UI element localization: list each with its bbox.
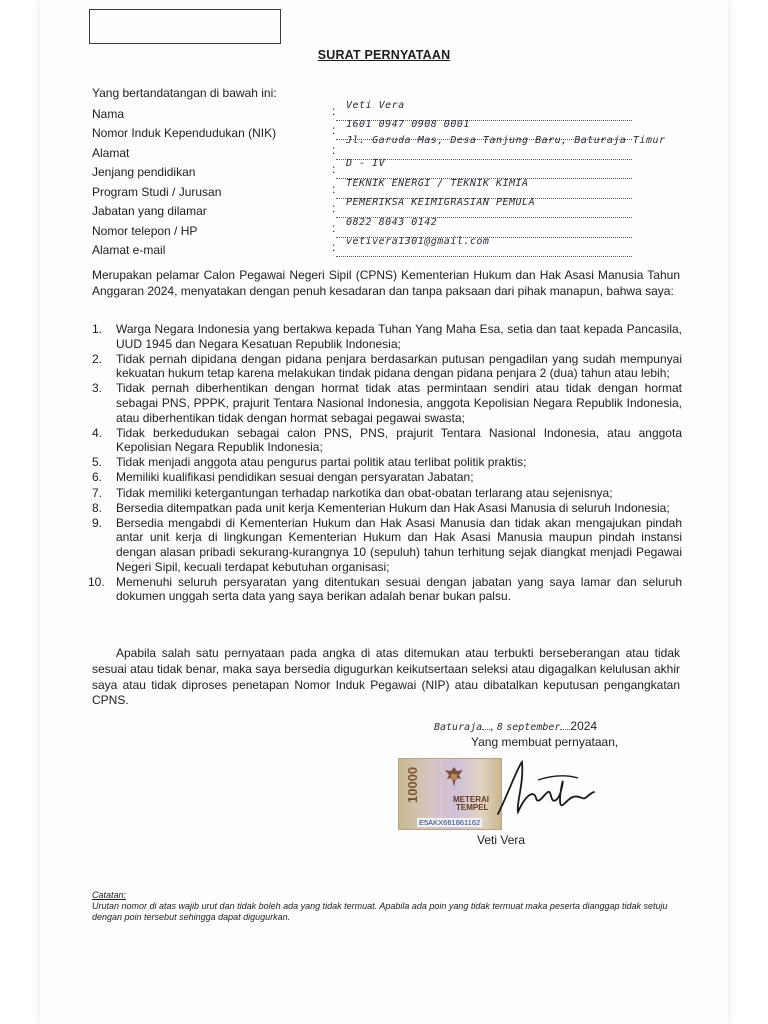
field-program-studi: Program Studi / Jurusan : TEKNIK ENERGI / TEKNIK KIMIA	[92, 182, 632, 201]
stamp-line1: METERAI	[453, 795, 489, 804]
field-value-handwritten: Jl. Garuda Mas, Desa Tanjung Baru, Baturaja Timur	[346, 135, 666, 146]
field-nama: Nama : Veti Vera	[92, 104, 632, 123]
intro-text: Yang bertandatangan di bawah ini:	[92, 86, 277, 100]
closing-paragraph: Apabila salah satu pernyataan pada angka di atas ditemukan atau terbukti berseberangan atau tidak sesuai atau tidak benar, maka saya bersedia digugurkan keikutsertaan seleksi atau digagalkan kelulusan akhir saya atau tidak diproses penetapan Nomor Induk Pegawai (NIP) atau dibatalkan keputusan pengangkatan CPNS.	[92, 646, 680, 708]
field-email: Alamat e-mail : vetivera1301@gmail.com	[92, 240, 632, 259]
list-item: 3. Tidak pernah diberhentikan dengan hormat tidak atas permintaan sendiri atau tidak dengan hormat sebagai PNS, PPPK, prajurit Tentara Nasional Indonesia, anggota Kepolisian Negara Republik Indonesia, atau diberhentikan tidak dengan hormat sebagai pegawai swasta;	[92, 381, 682, 425]
field-value-handwritten: 1601 0947 0908 0001	[346, 119, 470, 130]
list-item: 6. Memiliki kualifikasi pendidikan sesuai dengan persyaratan Jabatan;	[92, 470, 474, 485]
field-jenjang: Jenjang pendidikan : D - IV	[92, 162, 632, 181]
header-blank-box	[89, 9, 281, 44]
field-alamat: Alamat : Jl. Garuda Mas, Desa Tanjung Baru, Baturaja Timur	[92, 135, 666, 160]
list-item: 1. Warga Negara Indonesia yang bertakwa kepada Tuhan Yang Maha Esa, setia dan taat kepada Pancasila, UUD 1945 dan Negara Kesatuan Republik Indonesia;	[92, 322, 682, 351]
field-value-handwritten: vetivera1301@gmail.com	[346, 236, 490, 247]
stamp-code: E5AKX661861162	[419, 818, 481, 827]
field-label: Program Studi / Jurusan	[92, 185, 222, 199]
field-telepon: Nomor telepon / HP : 0822 8043 0142	[92, 221, 632, 240]
maker-label: Yang membuat pernyataan,	[471, 735, 619, 749]
field-label: Nama	[92, 107, 125, 121]
field-label: Nomor telepon / HP	[92, 224, 198, 238]
field-label: Alamat	[92, 146, 130, 160]
field-value-handwritten: D - IV	[346, 158, 386, 169]
statement-paragraph: Merupakan pelamar Calon Pegawai Negeri Sipil (CPNS) Kementerian Hukum dan Hak Asasi Manusia Tahun Anggaran 2024, menyatakan dengan penuh kesadaran dan tanpa paksaan dari pihak manapun, bahwa saya:	[92, 268, 680, 298]
list-item: 9. Bersedia mengabdi di Kementerian Hukum dan Hak Asasi Manusia dan tidak akan mengajukan pindah antar unit kerja di lingkungan Kementerian Hukum dan Hak Asasi Manusia maupun pindah instansi dengan alasan pribadi sekurang-kurangnya 10 (sepuluh) tahun terhitung sejak diangkat menjadi Pegawai Negeri Sipil, kecuali terdapat kebutuhan organisasi;	[92, 515, 682, 574]
signer-name: Veti Vera	[477, 833, 526, 847]
field-value-handwritten: PEMERIKSA KEIMIGRASIAN PEMULA	[346, 197, 536, 208]
stamp-line2: TEMPEL	[456, 803, 489, 812]
date-place: Baturaja	[434, 722, 483, 733]
date-year: 2024	[570, 719, 598, 733]
field-label: Alamat e-mail	[92, 243, 166, 257]
field-nik: Nomor Induk Kependudukan (NIK) : 1601 0947 0908 0001	[92, 123, 632, 142]
footnote-heading: Catatan:	[92, 890, 127, 900]
footnote-text: Urutan nomor di atas wajib urut dan tidak boleh ada yang tidak termuat. Apabila ada poin yang tidak termuat maka peserta dianggap tidak setuju dengan poin tersebut sehingga dapat digugurkan.	[92, 901, 668, 922]
field-jabatan: Jabatan yang dilamar : PEMERIKSA KEIMIGRASIAN PEMULA	[92, 201, 632, 220]
document-title: SURAT PERNYATAAN	[317, 48, 451, 62]
field-label: Nomor Induk Kependudukan (NIK)	[92, 126, 277, 140]
field-label: Jabatan yang dilamar	[92, 204, 207, 218]
footnote	[92, 890, 692, 923]
date-month: september	[506, 722, 561, 733]
list-item: 5. Tidak menjadi anggota atau pengurus partai politik atau terlibat politik praktis;	[92, 455, 527, 470]
stamp-denomination: 10000	[405, 766, 420, 803]
date-day: 8	[496, 722, 503, 733]
field-value-handwritten: Veti Vera	[346, 100, 405, 111]
list-item: 2. Tidak pernah dipidana dengan pidana penjara berdasarkan putusan pengadilan yang sudah mempunyai kekuatan hukum tetap karena melakukan tindak pidana dengan pidana penjara 2 (dua) tahun atau lebih;	[92, 351, 682, 381]
list-item: 7. Tidak memiliki ketergantungan terhadap narkotika dan obat-obatan terlarang atau sejenisnya;	[92, 485, 613, 500]
date-line: Baturaja , 8 september 2024	[434, 719, 598, 733]
statement-list	[88, 322, 682, 604]
list-item: 8. Bersedia ditempatkan pada unit kerja Kementerian Hukum dan Hak Asasi Manusia di seluruh Indonesia;	[92, 500, 670, 515]
garuda-emblem-icon	[443, 765, 465, 791]
field-label: Jenjang pendidikan	[92, 165, 196, 179]
list-item: 4. Tidak berkedudukan sebagai calon PNS, PNS, prajurit Tentara Nasional Indonesia, atau anggota Kepolisian Negara Republik Indonesia;	[92, 425, 682, 455]
field-value-handwritten: 0822 8043 0142	[346, 217, 438, 228]
field-value-handwritten: TEKNIK ENERGI / TEKNIK KIMIA	[346, 178, 529, 189]
document-page	[40, 0, 728, 1024]
list-item: 10. Memenuhi seluruh persyaratan yang ditentukan sesuai dengan jabatan yang saya lamar dan seluruh dokumen unggah serta data yang saya berikan adalah benar bukan palsu.	[88, 574, 682, 604]
signature-icon	[478, 754, 608, 824]
